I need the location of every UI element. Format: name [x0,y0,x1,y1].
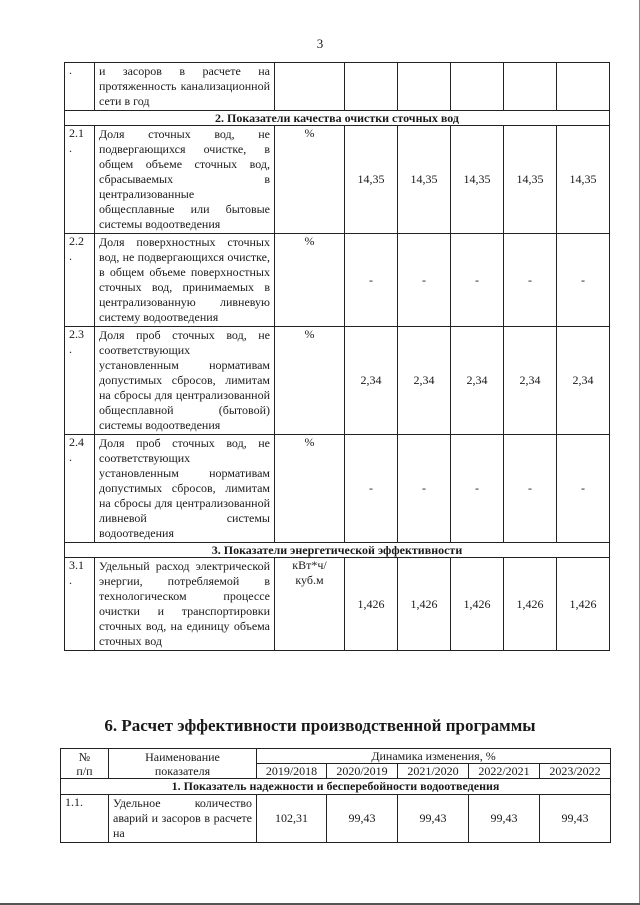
indicators-table [64,62,610,651]
section-heading: 1. Показатель надежности и бесперебойности водоотведения [61,779,611,795]
year-header: 2022/2021 [469,764,540,779]
row-description: Доля проб сточных вод, не соответствующих установленным нормативам допустимых сбросов, лимитам на сбросы для централизованной общесплавной (бытовой) системы водоотведения [95,327,275,435]
section-heading: 2. Показатели качества очистки сточных вод [65,111,610,126]
row-unit: % [275,435,345,543]
row-value: 14,35 [451,126,504,234]
row-unit: кВт*ч/ куб.м [275,558,345,651]
table-row [65,327,610,435]
row-number: . [65,63,95,111]
row-value: - [504,435,557,543]
row-description: и засоров в расчете на протяженность канализационной сети в год [95,63,275,111]
row-value: 1,426 [345,558,398,651]
row-unit: % [275,327,345,435]
row-description: Удельный расход электрической энергии, потребляемой в технологическом процессе очистки и транспортировки сточных вод, на единицу объема сточных вод [95,558,275,651]
row-unit: % [275,126,345,234]
empty-cell [345,63,398,111]
table-row [61,795,611,843]
empty-cell [451,63,504,111]
row-value: 2,34 [398,327,451,435]
table-row [65,126,610,234]
row-value: - [557,234,610,327]
row-value: 2,34 [345,327,398,435]
row-description: Доля поверхностных сточных вод, не подвергающихся очистке, в общем объеме поверхностных сточных вод, принимаемых в централизованную ливневую систему водоотведения [95,234,275,327]
row-value: 1,426 [557,558,610,651]
row-description: Доля проб сточных вод, не соответствующих установленным нормативам допустимых сбросов, лимитам на сбросы для централизованной ливневой системы водоотведения [95,435,275,543]
col-dynamics-header: Динамика изменения, % [257,749,611,764]
section-row [61,779,611,795]
table-row [65,234,610,327]
row-value: 14,35 [504,126,557,234]
col-number-header: № п/п [61,749,109,779]
row-value: 2,34 [451,327,504,435]
table-row [65,558,610,651]
empty-cell [504,63,557,111]
row-value: 99,43 [469,795,540,843]
year-header: 2019/2018 [257,764,327,779]
col-name-header: Наименование показателя [109,749,257,779]
row-value: - [345,435,398,543]
row-number: 2.1 . [65,126,95,234]
row-number: 2.3 . [65,327,95,435]
row-value: - [557,435,610,543]
row-value: 102,31 [257,795,327,843]
year-header: 2023/2022 [540,764,611,779]
efficiency-table [60,748,611,843]
row-value: - [504,234,557,327]
empty-cell [557,63,610,111]
row-value: - [451,234,504,327]
row-value: 99,43 [398,795,469,843]
row-value: 14,35 [345,126,398,234]
row-value: - [451,435,504,543]
section-6-title: 6. Расчет эффективности производственной программы [104,716,536,735]
page-number: 3 [316,36,324,51]
empty-cell [398,63,451,111]
row-value: 2,34 [557,327,610,435]
row-value: 1,426 [504,558,557,651]
row-value: 2,34 [504,327,557,435]
row-value: 99,43 [540,795,611,843]
row-value: 1,426 [451,558,504,651]
row-value: - [398,234,451,327]
empty-cell [275,63,345,111]
row-description: Доля сточных вод, не подвергающихся очистке, в общем объеме сточных вод, сбрасываемых в централизованные общесплавные или бытовые системы водоотведения [95,126,275,234]
row-value: - [345,234,398,327]
table-row [65,435,610,543]
row-value: 14,35 [557,126,610,234]
section-row [65,111,610,126]
row-number: 2.4 . [65,435,95,543]
table-row [65,63,610,111]
row-number: 3.1 . [65,558,95,651]
section-heading: 3. Показатели энергетической эффективности [65,543,610,558]
row-number: 2.2 . [65,234,95,327]
row-unit: % [275,234,345,327]
row-value: 1,426 [398,558,451,651]
row-description: Удельное количество аварий и засоров в расчете на [109,795,257,843]
row-number: 1.1. [61,795,109,843]
row-value: - [398,435,451,543]
row-value: 14,35 [398,126,451,234]
section-row [65,543,610,558]
row-value: 99,43 [327,795,398,843]
year-header: 2021/2020 [398,764,469,779]
year-header: 2020/2019 [327,764,398,779]
